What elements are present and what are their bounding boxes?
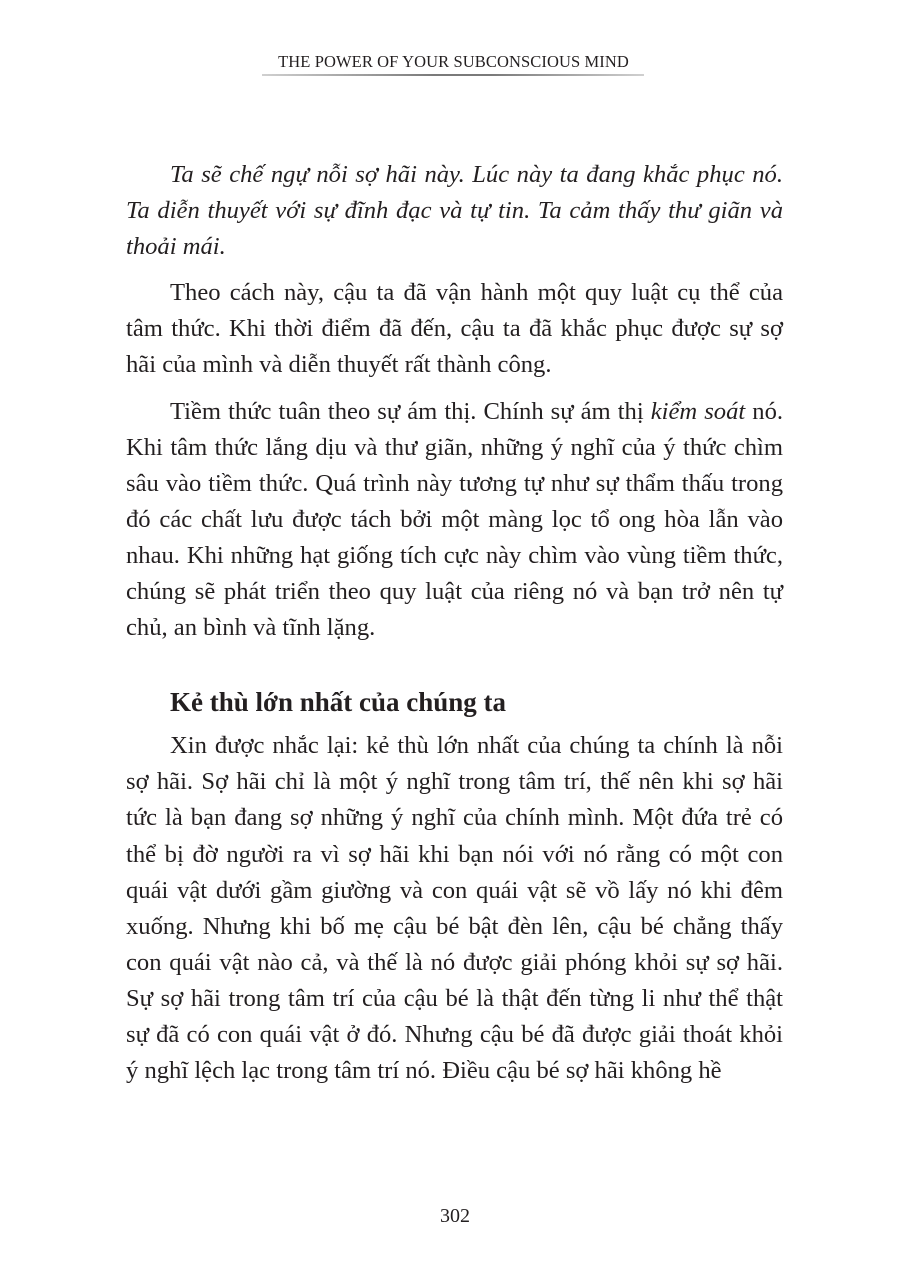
page-number: 302 — [440, 1205, 470, 1227]
running-header: THE POWER OF YOUR SUBCONSCIOUS MIND — [278, 52, 629, 71]
page-content — [126, 157, 783, 1089]
emphasized-text: kiểm soát — [650, 397, 746, 425]
quoted-affirmation: Ta sẽ chế ngự nỗi sợ hãi này. Lúc này ta đang khắc phục nó. Ta diễn thuyết với sự đĩnh đạc và tự tin. Ta cảm thấy thư giãn và thoải mái. — [126, 161, 783, 261]
paragraph-text: nó. Khi tâm thức lắng dịu và thư giãn, những ý nghĩ của ý thức chìm sâu vào tiềm thức. Quá trình này tương tự như sự thẩm thấu trong đó các chất lưu được tách bởi một màng lọc tổ ong hòa lẫn vào nhau. Khi những hạt giống tích cực này chìm vào vùng tiềm thức, chúng sẽ phát triển theo quy luật của riêng nó và bạn trở nên tự chủ, an bình và tĩnh lặng. — [126, 397, 784, 642]
header-rule — [262, 74, 644, 76]
paragraph-text: Tiềm thức tuân theo sự ám thị. Chính sự ám thị — [170, 397, 651, 425]
paragraph-with-emphasis — [126, 394, 783, 647]
paragraph: Theo cách này, cậu ta đã vận hành một quy luật cụ thể của tâm thức. Khi thời điểm đã đến, cậu ta đã khắc phục được sự sợ hãi của mình và diễn thuyết rất thành công. — [126, 279, 783, 379]
section-heading: Kẻ thù lớn nhất của chúng ta — [170, 687, 507, 718]
paragraph: Xin được nhắc lại: kẻ thù lớn nhất của chúng ta chính là nỗi sợ hãi. Sợ hãi chỉ là một ý nghĩ trong tâm trí, thế nên khi sợ hãi tức là bạn đang sợ những ý nghĩ của chính mình. Một đứa trẻ có thể bị đờ người ra vì sợ hãi khi bạn nói với nó rằng có một con quái vật dưới gầm giường và con quái vật sẽ vồ lấy nó khi đêm xuống. Nhưng khi bố mẹ cậu bé bật đèn lên, cậu bé chẳng thấy con quái vật nào cả, và thế là nó được giải phóng khỏi sự sợ hãi. Sự sợ hãi trong tâm trí của cậu bé là thật đến từng li như thể thật sự đã có con quái vật ở đó. Nhưng cậu bé đã được giải thoát khỏi ý nghĩ lệch lạc trong tâm trí nó. Điều cậu bé sợ hãi không hề — [126, 732, 783, 1085]
